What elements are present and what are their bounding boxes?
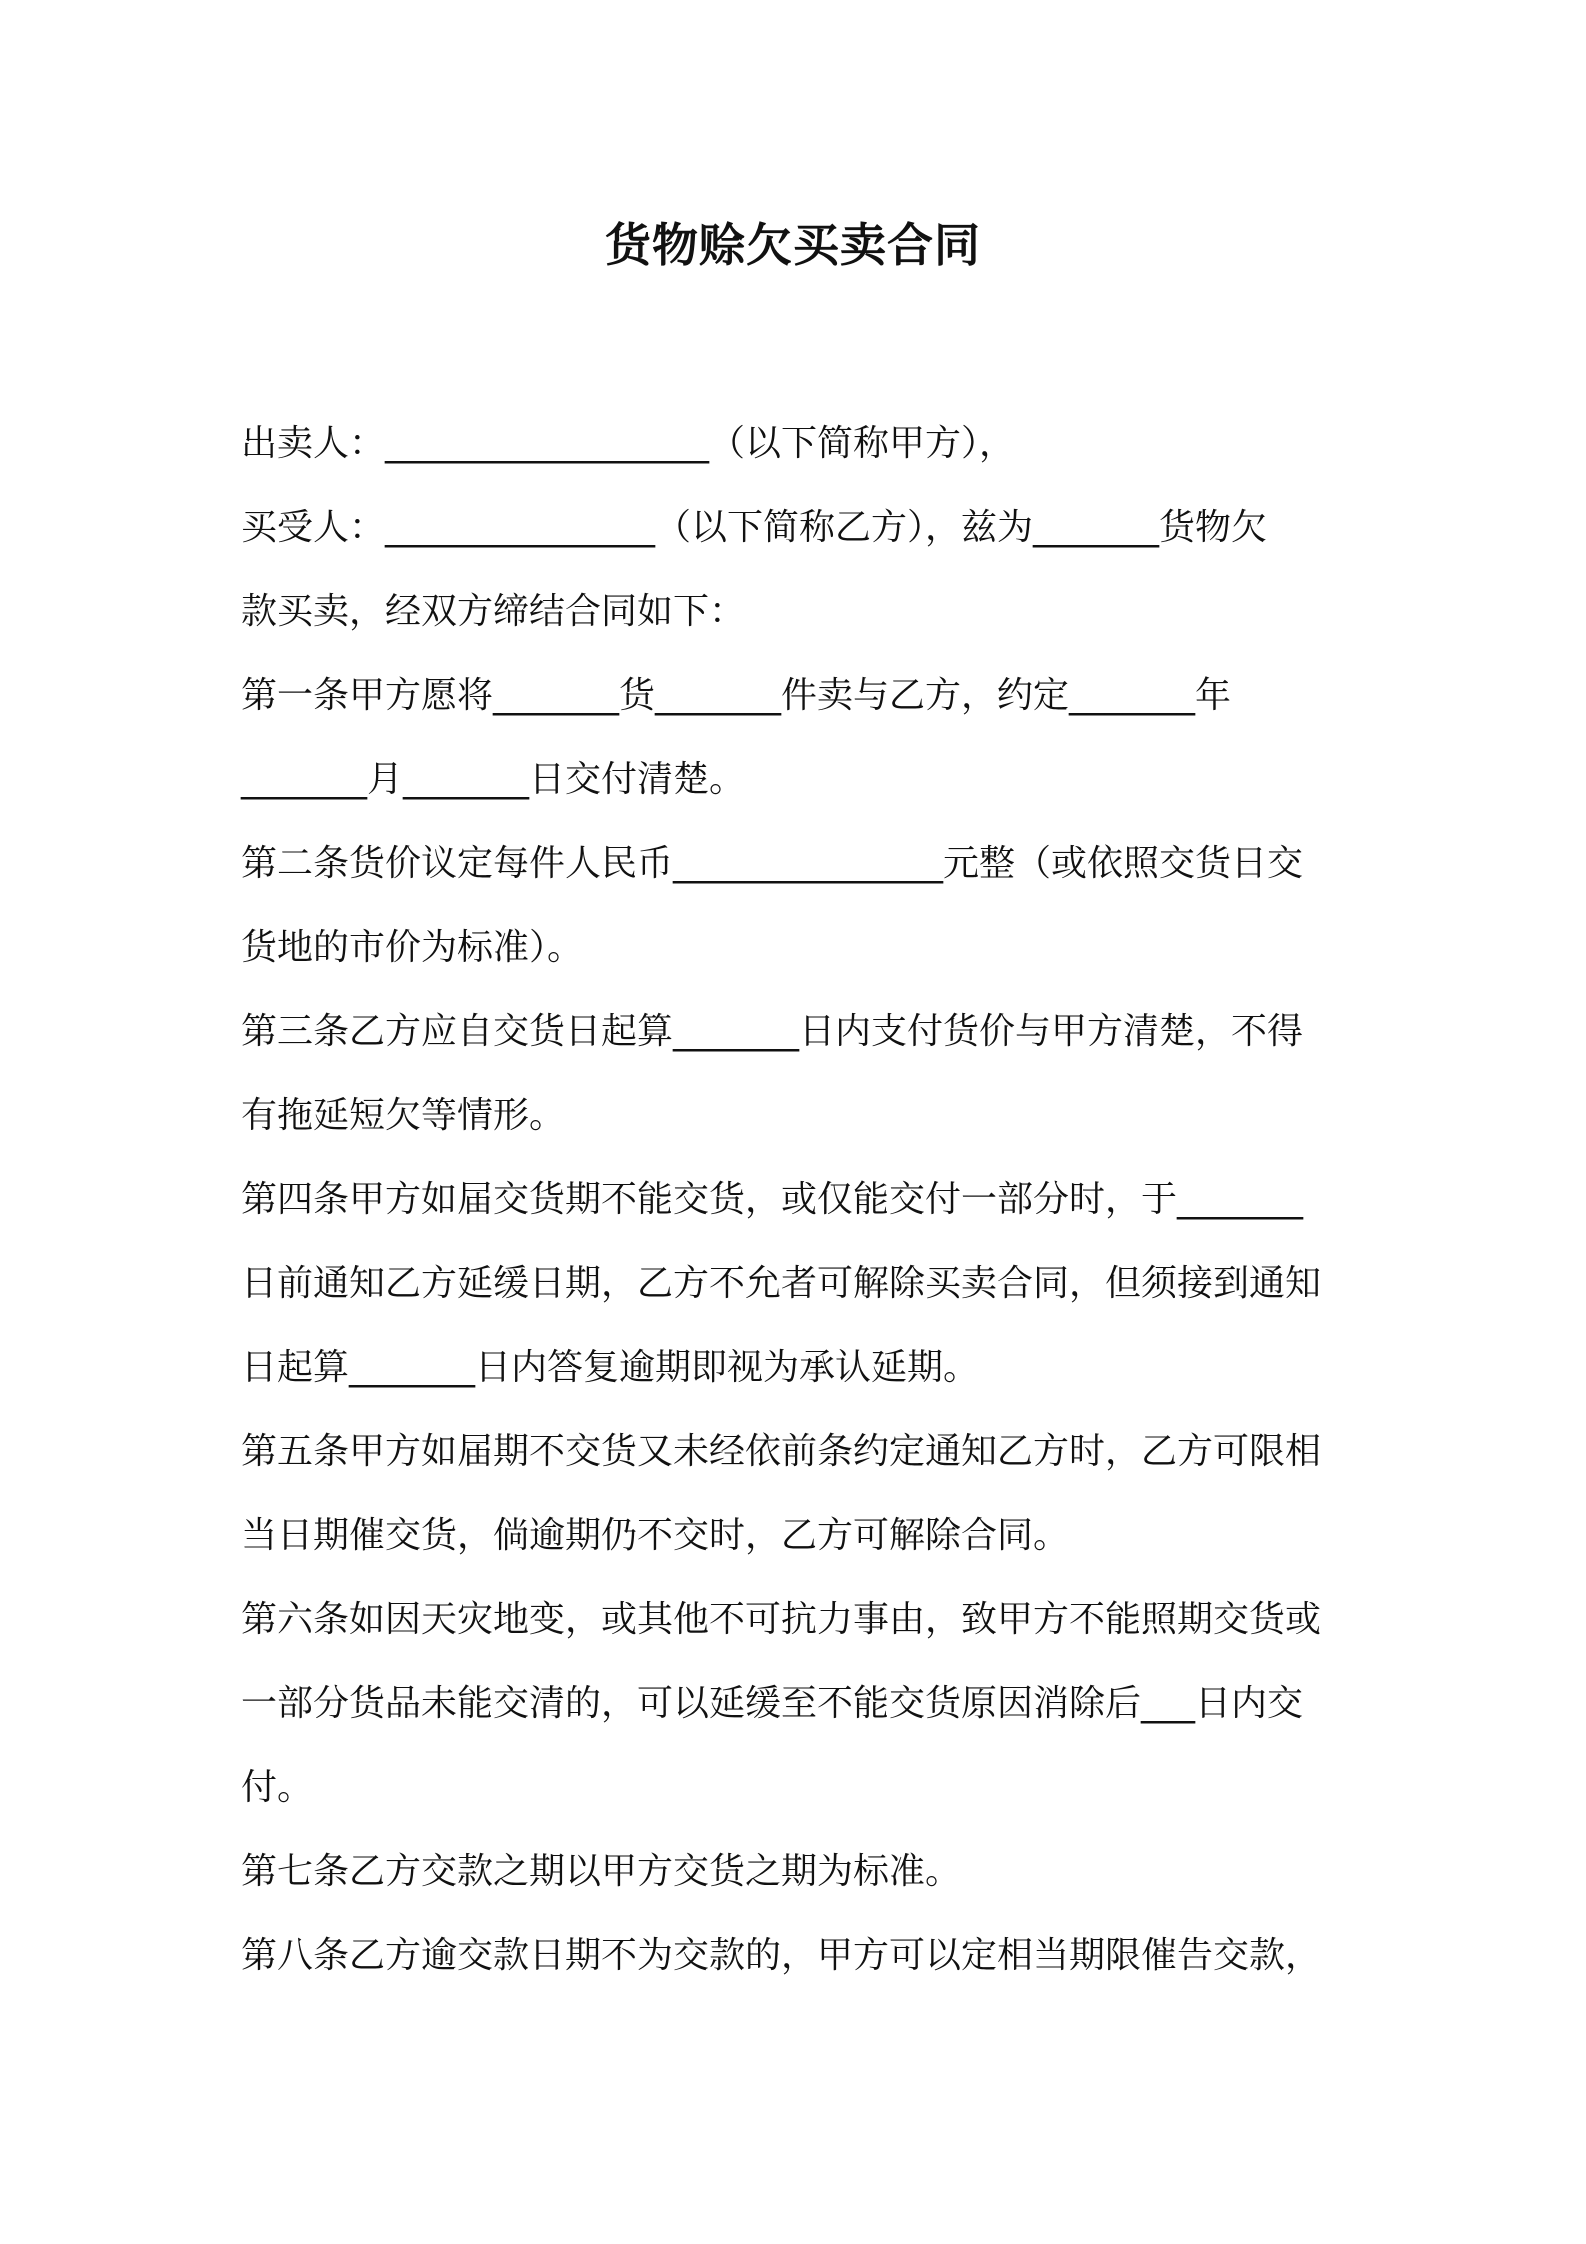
article-7-line: 第七条乙方交款之期以甲方交货之期为标准。	[241, 1851, 962, 1892]
article-6-line: 第六条如因天灾地变，或其他不可抗力事由，致甲方不能照期交货或	[241, 1599, 1322, 1640]
document-title: 货物赊欠买卖合同	[605, 218, 981, 272]
article-4-line-cont: 日起算_______日内答复逾期即视为承认延期。	[241, 1347, 980, 1388]
buyer-line-cont: 款买卖，经双方缔结合同如下：	[241, 591, 746, 632]
article-2-line: 第二条货价议定每件人民币_______________元整（或依照交货日交	[241, 843, 1304, 884]
article-3-line-cont: 有拖延短欠等情形。	[241, 1095, 566, 1136]
article-3-line: 第三条乙方应自交货日起算_______日内支付货价与甲方清楚，不得	[241, 1011, 1304, 1052]
article-4-line: 第四条甲方如届交货期不能交货，或仅能交付一部分时，于_______	[241, 1179, 1304, 1220]
article-6-line-cont: 一部分货品未能交清的，可以延缓至不能交货原因消除后___日内交	[241, 1683, 1304, 1724]
seller-line: 出卖人：__________________（以下简称甲方），	[241, 423, 1016, 464]
article-4-line-cont: 日前通知乙方延缓日期，乙方不允者可解除买卖合同，但须接到通知	[241, 1263, 1322, 1304]
contract-body	[241, 402, 1351, 1998]
buyer-line: 买受人：_______________（以下简称乙方），兹为_______货物欠	[241, 507, 1268, 548]
article-6-line-cont: 付。	[241, 1767, 314, 1808]
article-1-line-cont: _______月_______日交付清楚。	[241, 759, 746, 800]
article-1-line: 第一条甲方愿将_______货_______件卖与乙方，约定_______年	[241, 675, 1232, 716]
article-2-line-cont: 货地的市价为标准）。	[241, 927, 584, 968]
article-8-line: 第八条乙方逾交款日期不为交款的，甲方可以定相当期限催告交款，	[241, 1935, 1322, 1976]
article-5-line: 第五条甲方如届期不交货又未经依前条约定通知乙方时，乙方可限相	[241, 1431, 1322, 1472]
article-5-line-cont: 当日期催交货，倘逾期仍不交时，乙方可解除合同。	[241, 1515, 1070, 1556]
